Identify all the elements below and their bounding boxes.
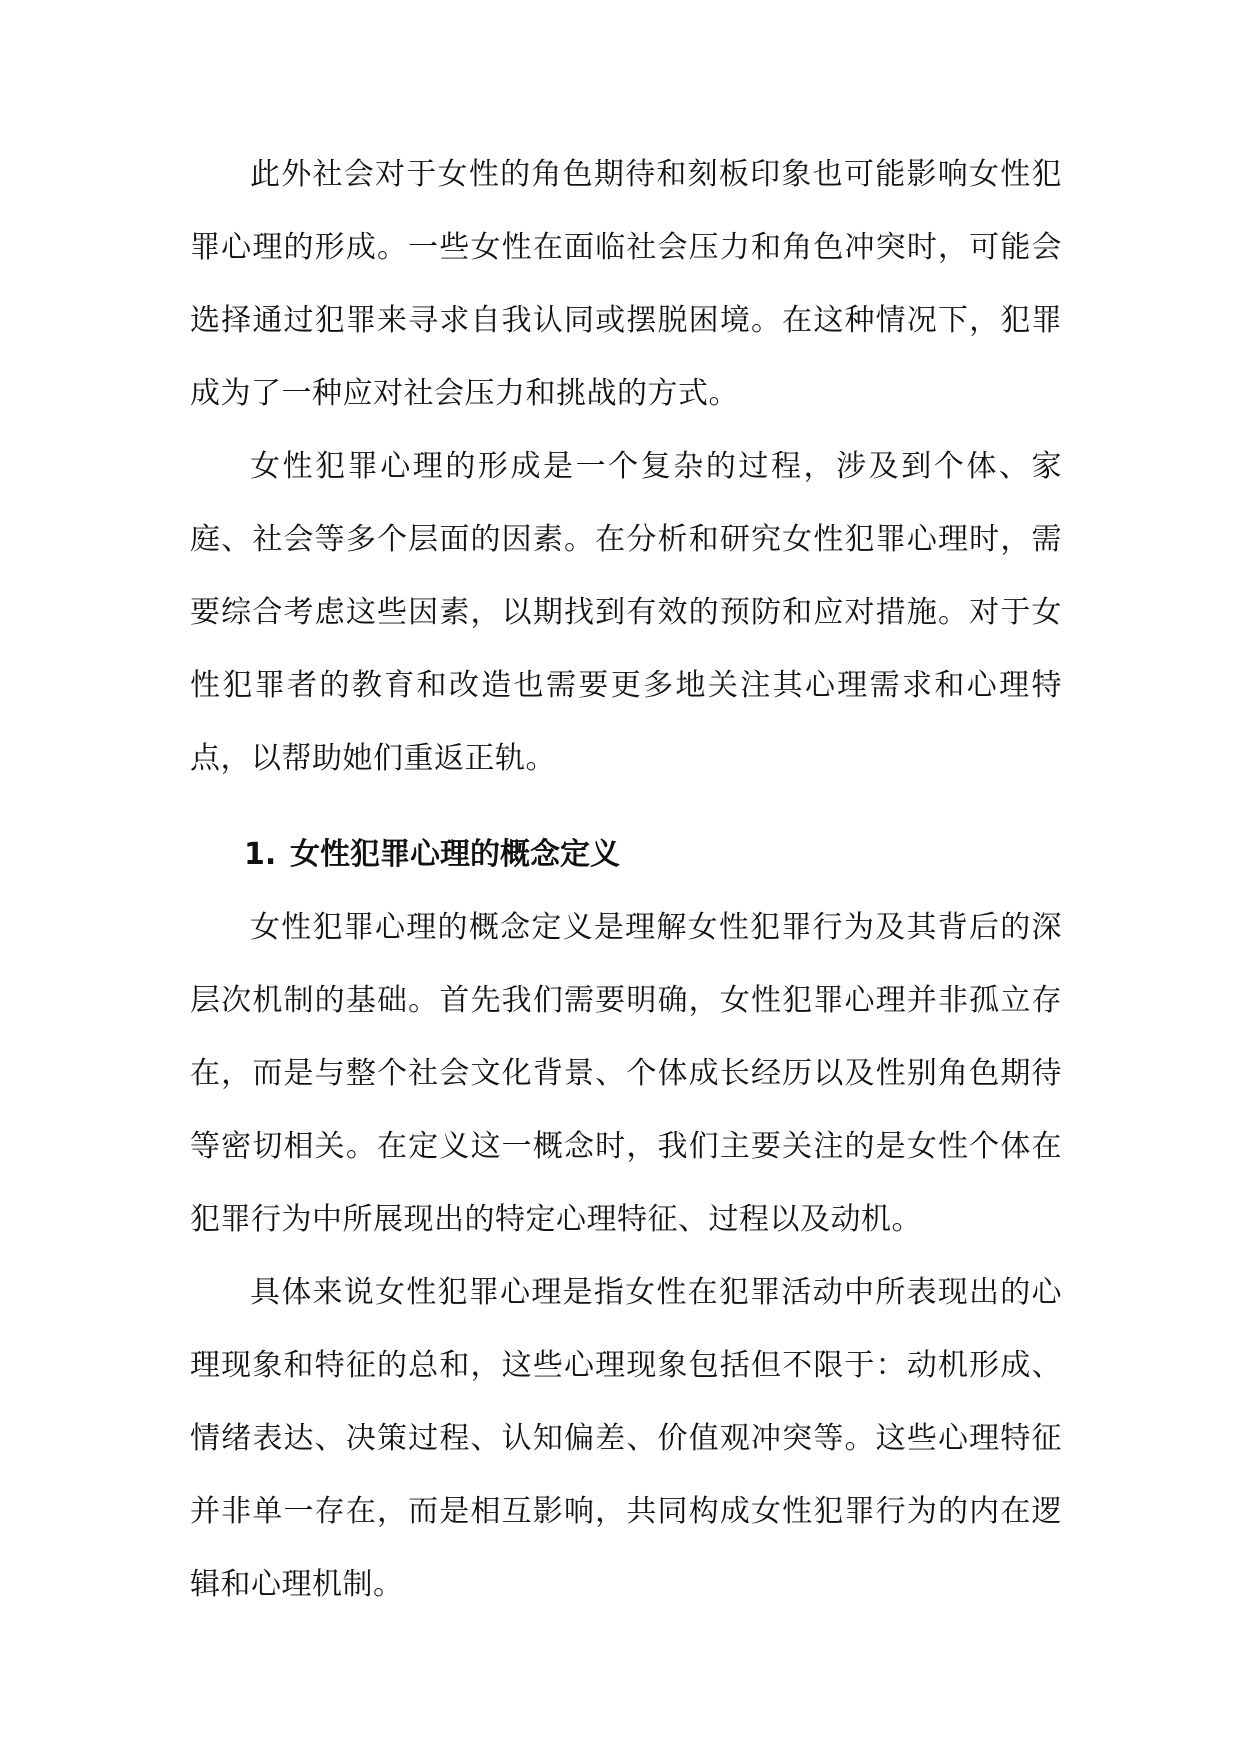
paragraph-concept-definition: 女性犯罪心理的概念定义是理解女性犯罪行为及其背后的深层次机制的基础。首先我们需要明确，女性犯罪心理并非孤立存在，而是与整个社会文化背景、个体成长经历以及性别角色期待等密切相关。在定义这一概念时，我们主要关注的是女性个体在犯罪行为中所展现出的特定心理特征、过程以及动机。 xyxy=(190,910,1062,1237)
paragraph-complex-process: 女性犯罪心理的形成是一个复杂的过程，涉及到个体、家庭、社会等多个层面的因素。在分析和研究女性犯罪心理时，需要综合考虑这些因素，以期找到有效的预防和应对措施。对于女性犯罪者的教育和改造也需要更多地关注其心理需求和心理特点，以帮助她们重返正轨。 xyxy=(190,449,1062,776)
section-heading xyxy=(190,795,1062,891)
section-title: 女性犯罪心理的概念定义 xyxy=(290,837,620,872)
paragraph-social-expectations: 此外社会对于女性的角色期待和刻板印象也可能影响女性犯罪心理的形成。一些女性在面临社会压力和角色冲突时，可能会选择通过犯罪来寻求自我认同或摆脱困境。在这种情况下，犯罪成为了一种应对社会压力和挑战的方式。 xyxy=(190,157,1062,411)
document-body xyxy=(190,138,1062,1621)
paragraph-specific-explanation: 具体来说女性犯罪心理是指女性在犯罪活动中所表现出的心理现象和特征的总和，这些心理现象包括但不限于：动机形成、情绪表达、决策过程、认知偏差、价值观冲突等。这些心理特征并非单一存在，而是相互影响，共同构成女性犯罪行为的内在逻辑和心理机制。 xyxy=(190,1275,1062,1602)
section-number: 1. xyxy=(244,837,277,872)
